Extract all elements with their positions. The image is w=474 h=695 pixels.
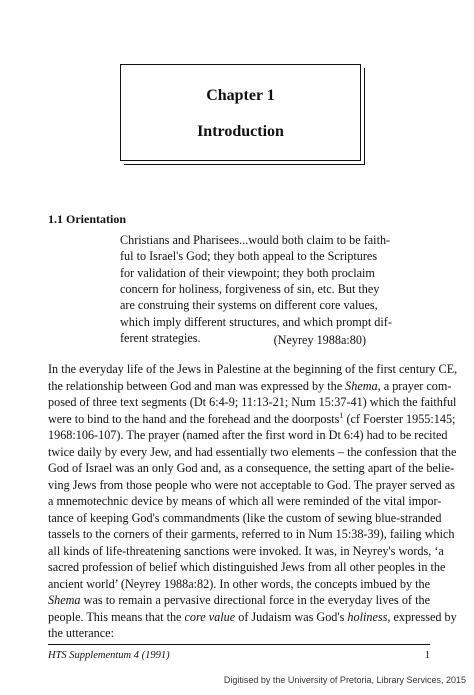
body-line: God of Israel was an only God and, as a consequence, the setting apart of the belie- bbox=[48, 461, 455, 475]
body-line bbox=[48, 378, 452, 395]
chapter-box bbox=[120, 64, 361, 161]
body-line: twice daily by every Jew, and had essentially two elements – the confession that the bbox=[48, 444, 457, 459]
body-text-run: of Judaism was God's bbox=[238, 609, 345, 624]
footer-rule bbox=[48, 644, 430, 645]
body-line: sacred profession of belief which distinguished Jews from all other peoples in the bbox=[48, 560, 446, 574]
footer-journal-title: HTS Supplementum 4 (1991) bbox=[48, 650, 170, 661]
body-line bbox=[48, 592, 430, 609]
quote-citation: (Neyrey 1988a:80) bbox=[273, 333, 366, 347]
body-paragraph bbox=[48, 361, 458, 642]
body-line: 1968:106-107). The prayer (named after the first word in Dt 6:4) had to be recited bbox=[48, 428, 448, 442]
block-quote bbox=[120, 232, 392, 346]
body-text-run: people. This means that the bbox=[48, 609, 182, 624]
body-text-run: were to bind to the hand and the forehead and the doorposts bbox=[48, 411, 340, 426]
page-number: 1 bbox=[424, 650, 430, 661]
quote-line: concern for holiness, forgiveness of sin, etc. But they bbox=[120, 282, 380, 297]
digitisation-notice: Digitised by the University of Pretoria, Library Services, 2015 bbox=[223, 675, 466, 685]
emphasis-shema: Shema bbox=[345, 378, 378, 393]
quote-line: ful to Israel's God; they both appeal to the Scriptures bbox=[120, 249, 378, 264]
section-heading: 1.1 Orientation bbox=[48, 212, 126, 226]
emphasis-holiness: holiness bbox=[347, 609, 388, 624]
quote-line: are construing their systems on different core values, bbox=[120, 298, 378, 313]
body-line: the utterance: bbox=[48, 626, 114, 640]
emphasis-core-value: core value bbox=[184, 609, 236, 624]
body-line: all kinds of life-threatening sanctions were invoked. It was, in Neyrey's words, ‘a bbox=[48, 543, 444, 558]
quote-line: for validation of their viewpoint; they both proclaim bbox=[120, 265, 375, 280]
emphasis-shema: Shema bbox=[48, 593, 81, 607]
body-text-run: (cf Foerster 1955:145; bbox=[343, 411, 456, 426]
body-text-run: was to remain a pervasive directional force in the everyday lives of the bbox=[80, 593, 430, 607]
quote-line: which imply different structures, and which prompt dif- bbox=[120, 314, 392, 329]
body-line: In the everyday life of the Jews in Palestine at the beginning of the first century CE, bbox=[48, 362, 458, 376]
body-line: a mnemotechnic device by means of which all were reminded of the vital impor- bbox=[48, 494, 442, 508]
body-line: tassels to the corners of their garments, referred to in Num 15:38-39), failing which bbox=[48, 527, 455, 541]
body-line bbox=[48, 410, 456, 428]
chapter-title: Introduction bbox=[197, 123, 284, 140]
body-line: ving Jews from those people who were not acceptable to God. The prayer served as bbox=[48, 477, 455, 492]
quote-line: ferent strategies. bbox=[120, 331, 201, 346]
body-text-run: the relationship between God and man was expressed by the bbox=[48, 378, 343, 393]
chapter-number: Chapter 1 bbox=[206, 87, 275, 104]
body-line bbox=[48, 609, 457, 626]
body-text-run: , a prayer com- bbox=[377, 378, 452, 393]
footnote-marker[interactable]: 1 bbox=[339, 410, 344, 420]
body-text-run: , expressed by bbox=[387, 609, 457, 624]
body-line: tance of keeping God's commandments (like the custom of sewing blue-stranded bbox=[48, 510, 442, 525]
body-line: posed of three text segments (Dt 6:4-9; 11:13-21; Num 15:37-41) which the faithful bbox=[48, 395, 457, 409]
body-line: ancient world’ (Neyrey 1988a:82). In other words, the concepts imbued by the bbox=[48, 576, 430, 591]
quote-line: Christians and Pharisees...would both claim to be faith- bbox=[120, 233, 391, 247]
